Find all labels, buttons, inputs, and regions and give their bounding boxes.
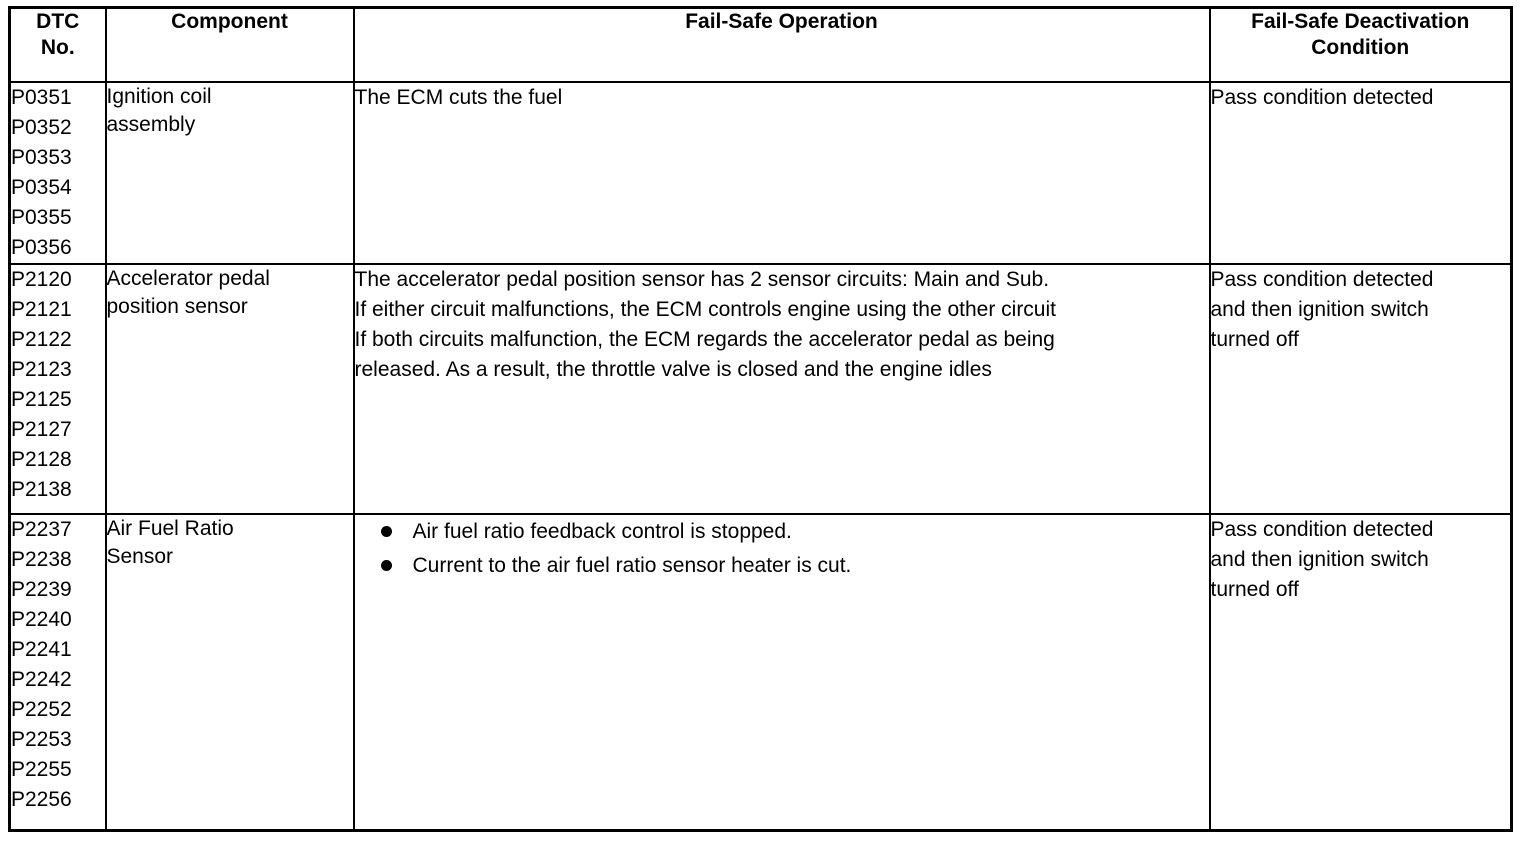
table-row xyxy=(10,514,1512,831)
dtc-code: P2123 xyxy=(11,358,72,381)
operation-line: released. As a result, the throttle valve is closed and the engine idles xyxy=(354,358,992,381)
column-header-deactivation-line2: Condition xyxy=(1311,36,1410,59)
component-line: position sensor xyxy=(106,295,248,318)
dtc-code: P2128 xyxy=(11,448,72,471)
operation-line: If both circuits malfunction, the ECM regards the accelerator pedal as being xyxy=(354,328,1055,351)
list-item xyxy=(381,549,1209,583)
column-header-dtc-line2: No. xyxy=(40,36,75,59)
bullet-icon xyxy=(381,560,392,571)
dtc-code: P0351 xyxy=(11,86,72,109)
deactivation-line: and then ignition switch xyxy=(1210,298,1429,321)
column-header-fail-safe-deactivation-condition xyxy=(1210,8,1512,83)
component-line: Sensor xyxy=(106,545,174,568)
dtc-code: P0356 xyxy=(11,236,72,259)
operation-bullet-text: Current to the air fuel ratio sensor heater is cut. xyxy=(412,554,852,577)
deactivation-line: Pass condition detected xyxy=(1210,268,1434,291)
deactivation-line: and then ignition switch xyxy=(1210,548,1429,571)
fail-safe-operation-cell xyxy=(354,82,1210,264)
dtc-code: P2255 xyxy=(11,758,72,781)
dtc-code: P2122 xyxy=(11,328,72,351)
component-line: Air Fuel Ratio xyxy=(106,517,234,540)
dtc-code: P2253 xyxy=(11,728,72,751)
component-line: assembly xyxy=(106,113,196,136)
deactivation-line: turned off xyxy=(1210,328,1299,351)
operation-line: The accelerator pedal position sensor has 2 sensor circuits: Main and Sub. xyxy=(354,268,1050,291)
deactivation-line: Pass condition detected xyxy=(1210,518,1434,541)
component-line: Accelerator pedal xyxy=(106,267,270,290)
dtc-code: P2138 xyxy=(11,478,72,501)
dtc-code: P2238 xyxy=(11,548,72,571)
table-body xyxy=(10,82,1512,831)
bullet-icon xyxy=(381,526,392,537)
dtc-code: P2239 xyxy=(11,578,72,601)
dtc-code: P0353 xyxy=(11,146,72,169)
column-header-fail-safe-operation: Fail-Safe Operation xyxy=(354,8,1210,83)
dtc-code: P2121 xyxy=(11,298,72,321)
operation-bullet-list xyxy=(355,515,1209,583)
dtc-fail-safe-table xyxy=(8,6,1513,832)
dtc-code: P2241 xyxy=(11,638,72,661)
dtc-code: P0354 xyxy=(11,176,72,199)
table-row xyxy=(10,264,1512,514)
table-row xyxy=(10,82,1512,264)
deactivation-line: Pass condition detected xyxy=(1210,86,1434,109)
dtc-code: P2256 xyxy=(11,788,72,811)
column-header-dtc-line1: DTC xyxy=(36,10,80,33)
operation-line: The ECM cuts the fuel xyxy=(354,86,563,109)
operation-line: If either circuit malfunctions, the ECM controls engine using the other circuit xyxy=(354,298,1056,321)
column-header-component: Component xyxy=(106,8,354,83)
header-row xyxy=(10,8,1512,83)
dtc-code: P0352 xyxy=(11,116,72,139)
deactivation-line: turned off xyxy=(1210,578,1299,601)
table-header xyxy=(10,8,1512,83)
fail-safe-operation-cell xyxy=(354,264,1210,514)
dtc-code: P2120 xyxy=(11,268,72,291)
fail-safe-operation-cell xyxy=(354,514,1210,831)
operation-bullet-text: Air fuel ratio feedback control is stopped. xyxy=(412,520,792,543)
dtc-code: P2127 xyxy=(11,418,72,441)
deactivation-condition-cell xyxy=(1210,82,1512,264)
component-cell xyxy=(106,82,354,264)
dtc-code-list xyxy=(10,264,106,514)
column-header-dtc-no xyxy=(10,8,106,83)
component-line: Ignition coil xyxy=(106,85,212,108)
dtc-code: P2242 xyxy=(11,668,72,691)
dtc-code: P0355 xyxy=(11,206,72,229)
dtc-code: P2125 xyxy=(11,388,72,411)
deactivation-condition-cell xyxy=(1210,264,1512,514)
dtc-code: P2252 xyxy=(11,698,72,721)
column-header-deactivation-line1: Fail-Safe Deactivation xyxy=(1251,10,1470,33)
dtc-code: P2237 xyxy=(11,518,72,541)
dtc-code-list xyxy=(10,514,106,831)
list-item xyxy=(381,515,1209,549)
dtc-code-list xyxy=(10,82,106,264)
deactivation-condition-cell xyxy=(1210,514,1512,831)
component-cell xyxy=(106,514,354,831)
component-cell xyxy=(106,264,354,514)
dtc-code: P2240 xyxy=(11,608,72,631)
